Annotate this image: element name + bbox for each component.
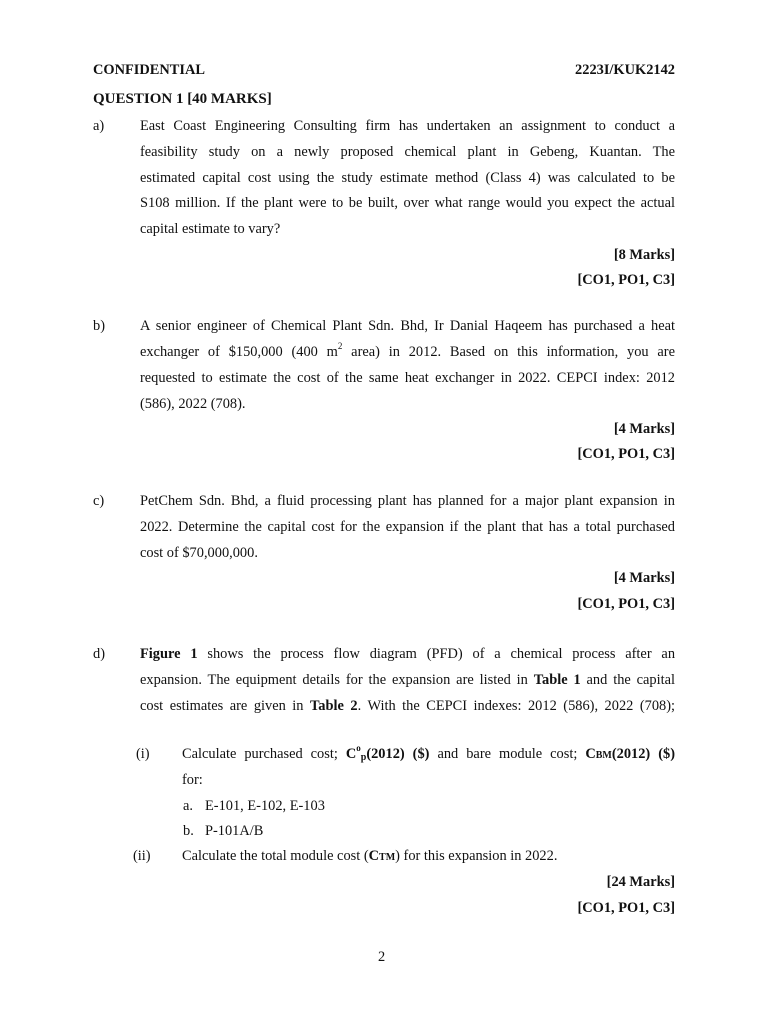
sub-i-line-1 bbox=[182, 743, 676, 763]
sub-i-item-a-text: E-101, E-102, E-103 bbox=[205, 798, 325, 814]
part-c-line-1: PetChem Sdn. Bhd, a fluid processing plant has planned for a major plant expansion in bbox=[140, 493, 675, 509]
part-a-line-1: East Coast Engineering Consulting firm has undertaken an assignment to conduct a bbox=[140, 118, 675, 134]
part-d-line-1 bbox=[140, 646, 675, 663]
part-d-co: [CO1, PO1, C3] bbox=[577, 900, 675, 916]
part-d-line-2-pre: expansion. The equipment details for the expansion are listed in bbox=[140, 672, 534, 688]
part-b-line-1: A senior engineer of Chemical Plant Sdn. Bhd, Ir Danial Haqeem has purchased a heat bbox=[140, 318, 675, 334]
sub-i-mid: and bare module cost; bbox=[429, 746, 586, 762]
part-d-line-3 bbox=[140, 698, 675, 715]
sub-i-line-2: for: bbox=[182, 772, 203, 788]
part-b-line-3: requested to estimate the cost of the same heat exchanger in 2022. CEPCI index: 2012 bbox=[140, 370, 675, 386]
part-a-co: [CO1, PO1, C3] bbox=[577, 272, 675, 288]
sub-i-item-b-text: P-101A/B bbox=[205, 823, 264, 839]
sub-ii-pre: Calculate the total module cost ( bbox=[182, 848, 369, 864]
part-b-line-2-post: area) in 2012. Based on this information, you are bbox=[342, 344, 675, 360]
bare-module-cost-symbol bbox=[585, 746, 675, 762]
confidential-label: CONFIDENTIAL bbox=[93, 62, 205, 78]
purchased-cost-symbol bbox=[345, 743, 430, 763]
cp-sup: o bbox=[356, 743, 361, 753]
table-1-ref: Table 1 bbox=[533, 672, 581, 688]
total-module-cost-symbol bbox=[369, 848, 396, 864]
area-unit-exponent: 2 bbox=[337, 341, 343, 351]
part-a-marks: [8 Marks] bbox=[613, 247, 675, 263]
part-c-line-3: cost of $70,000,000. bbox=[140, 545, 258, 561]
part-d-line-1-rest: shows the process flow diagram (PFD) of a chemical process after an bbox=[197, 646, 676, 662]
part-a-line-2: feasibility study on a newly proposed chemical plant in Gebeng, Kuantan. The bbox=[140, 144, 675, 160]
part-d-line-3-post: . With the CEPCI indexes: 2012 (586), 2022 (708); bbox=[357, 698, 676, 714]
part-a-label: a) bbox=[93, 118, 105, 134]
sub-i-pre: Calculate purchased cost; bbox=[182, 746, 346, 762]
part-d-marks: [24 Marks] bbox=[606, 874, 675, 890]
sub-ii-line bbox=[182, 848, 557, 865]
cbm-main: C bbox=[585, 746, 596, 762]
sub-i-item-a-label: a. bbox=[183, 798, 193, 814]
part-b-line-2 bbox=[140, 341, 675, 361]
part-d-label: d) bbox=[93, 646, 105, 662]
table-2-ref: Table 2 bbox=[310, 698, 358, 714]
sub-ii-label: (ii) bbox=[133, 848, 151, 864]
question-title: QUESTION 1 [40 MARKS] bbox=[93, 91, 272, 107]
cp-sub: p bbox=[360, 752, 367, 763]
sub-i-item-b-label: b. bbox=[183, 823, 194, 839]
page-number: 2 bbox=[378, 949, 386, 965]
part-b-line-2-pre: exchanger of $150,000 (400 m bbox=[140, 344, 338, 360]
part-c-line-2: 2022. Determine the capital cost for the expansion if the plant that has a total purchased bbox=[140, 519, 675, 535]
figure-1-ref: Figure 1 bbox=[140, 646, 198, 662]
part-a-line-5: capital estimate to vary? bbox=[140, 221, 281, 237]
part-c-co: [CO1, PO1, C3] bbox=[577, 596, 675, 612]
cbm-sub: BM bbox=[595, 750, 612, 761]
part-b-co: [CO1, PO1, C3] bbox=[577, 446, 675, 462]
part-c-label: c) bbox=[93, 493, 105, 509]
cp-main: C bbox=[345, 746, 357, 762]
cbm-tail: (2012) ($) bbox=[611, 746, 676, 762]
part-c-marks: [4 Marks] bbox=[613, 570, 675, 586]
part-d-line-2 bbox=[140, 672, 675, 689]
sub-i-label: (i) bbox=[136, 746, 150, 762]
part-b-label: b) bbox=[93, 318, 105, 334]
part-d-line-3-pre: cost estimates are given in bbox=[140, 698, 311, 714]
part-d-line-2-post: and the capital bbox=[580, 672, 675, 688]
part-b-marks: [4 Marks] bbox=[613, 421, 675, 437]
part-a-line-3: estimated capital cost using the study estimate method (Class 4) was calculated to be bbox=[140, 170, 675, 186]
part-b-line-4: (586), 2022 (708). bbox=[140, 396, 246, 412]
sub-ii-post: ) for this expansion in 2022. bbox=[395, 848, 558, 864]
ctm-sub: TM bbox=[379, 852, 396, 863]
course-code: 2223I/KUK2142 bbox=[575, 62, 675, 78]
part-a-line-4: S108 million. If the plant were to be built, over what range would you expect the actual bbox=[140, 195, 675, 211]
cp-tail: (2012) ($) bbox=[366, 746, 430, 762]
ctm-main: C bbox=[368, 848, 380, 864]
